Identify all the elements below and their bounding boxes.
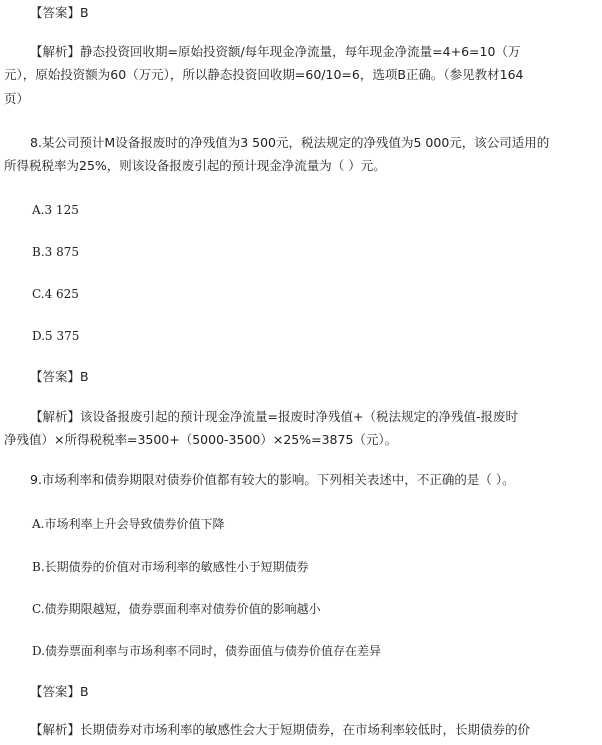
q9-option-a: A.市场利率上升会导致债券价值下降	[32, 517, 225, 531]
q7-analysis-line-2: 元），原始投资额为60（万元），所以静态投资回收期=60/10=6，选项B正确。（参见教材164	[4, 67, 524, 82]
q9-option-c: C.债券期限越短，债券票面利率对债券价值的影响越小	[32, 602, 321, 616]
q8-stem-line-1: 8.某公司预计M设备报废时的净残值为3 500元，税法规定的净残值为5 000元，该公司适用的	[30, 135, 550, 150]
q7-analysis-line-3: 页）	[4, 91, 30, 106]
q9-option-b: B.长期债券的价值对市场利率的敏感性小于短期债券	[32, 560, 309, 574]
q8-option-c: C.4 625	[32, 287, 79, 301]
q8-stem-line-2: 所得税税率为25%，则该设备报废引起的预计现金净流量为（ ）元。	[4, 158, 386, 173]
q9-stem: 9.市场利率和债券期限对债券价值都有较大的影响。下列相关表述中，不正确的是（ ）。	[30, 472, 515, 487]
q9-option-d: D.债券票面利率与市场利率不同时，债券面值与债券价值存在差异	[32, 644, 382, 658]
q9-answer: 【答案】B	[30, 684, 89, 699]
q9-analysis-line-1: 【解析】长期债券对市场利率的敏感性会大于短期债券，在市场利率较低时，长期债券的价	[30, 722, 531, 737]
q7-answer: 【答案】B	[30, 5, 89, 20]
q8-option-a: A.3 125	[32, 203, 79, 217]
q8-option-b: B.3 875	[32, 245, 79, 259]
q8-analysis-line-1: 【解析】该设备报废引起的预计现金净流量=报废时净残值+（税法规定的净残值-报废时	[30, 409, 518, 424]
q8-analysis-line-2: 净残值）×所得税税率=3500+（5000-3500）×25%=3875（元）。	[4, 432, 398, 447]
q7-analysis-line-1: 【解析】静态投资回收期=原始投资额/每年现金净流量，每年现金净流量=4+6=10（万	[30, 44, 521, 59]
q8-answer: 【答案】B	[30, 369, 89, 384]
q8-option-d: D.5 375	[32, 329, 80, 343]
